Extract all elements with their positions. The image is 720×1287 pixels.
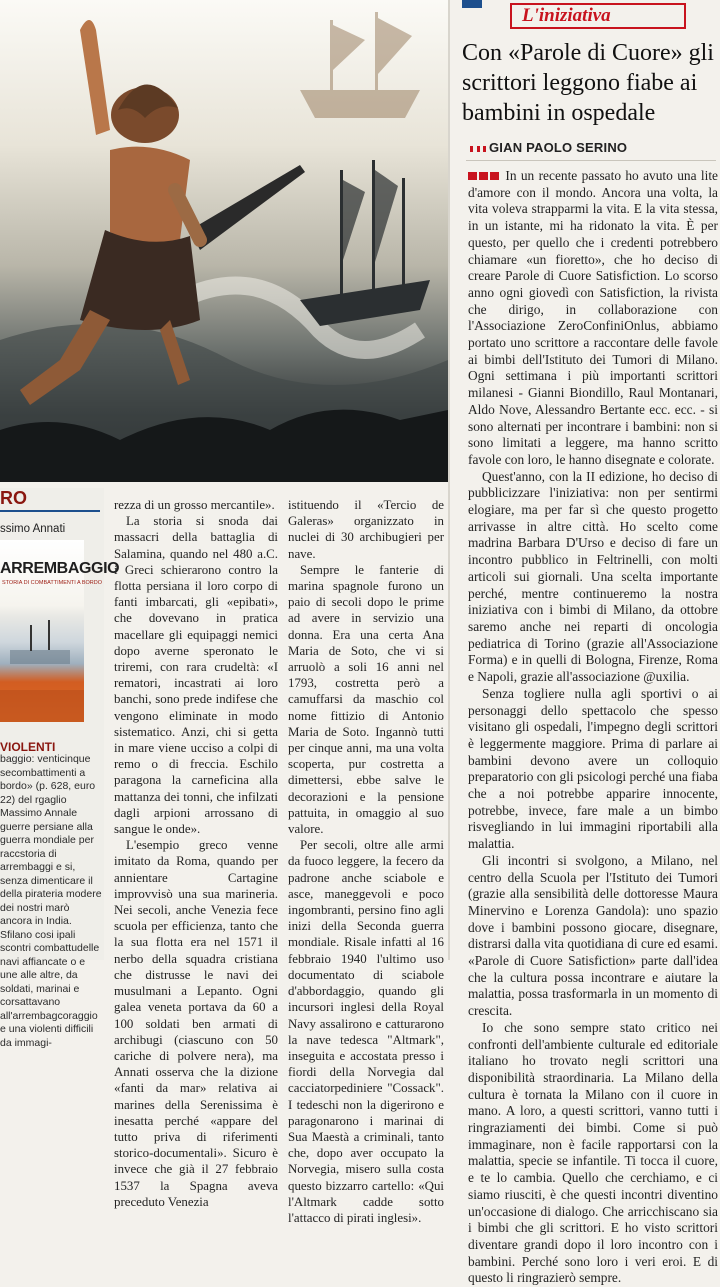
paragraph: La storia si snoda dai massacri della battaglia di Salamina, quando nel 480 a.C. i Greci schierarono contro la flotta persiana il loro corpo di fanti imbarcati, gli «epibati», che dovevano in pratica macellare gli equipaggi nemici dopo averne speronato le triremi, con rara crudeltà: «I rematori, incastrati ai loro banchi, sono prede indifese che vengono eliminate in modo sistematico. Anzi, chi si getta in mare viene ucciso a colpi di remo o di freccia. Eschilo paragona la carneficina alla mattanza dei tonni, che infilzati dagli arpioni arrossano di sangue le onde». (114, 514, 278, 837)
paragraph: Senza togliere nulla agli sportivi o ai personaggi dello spettacolo che spesso visitano gli ospedali, l'impegno degli scrittori è leggermente maggiore. Prima di parlare ai bambini devono avere un colloquio preparatorio con gli psicologi perché una fiaba che a noi potrebbe apparire innocente, potrebbe, invece, fare male a un bimbo risvegliando in lui immagini riportabili alla malattia. (468, 685, 718, 852)
paragraph: Per secoli, oltre alle armi da fuoco leggere, la fecero da padrone anche sciabole e asce, maneggevoli e poco ingombranti, persino fino agli inizi della Seconda guerra mondiale. Risale infatti al 16 febbraio 1940 l'ultimo uso documentato di sciabole d'abbordaggio, quando gli incursori inglesi della Royal Navy assalirono e catturarono la nave tedesca "Altmark", inseguita e accostata presso i fiordi della Norvegia dal cacciatorpediniere "Cossack". I tedeschi non la digerirono e paragonarono i marinai di Sua Maestà a criminali, tanto che, dopo aver occupato la Norvegia, misero sulla costa questo bizzarro cartello: «Qui l'Altmark cadde sotto l'attacco di pirati inglesi». (288, 838, 444, 1225)
paragraph-text: In un recente passato ho avuto una lite d'amore con il mondo. Ancora una volta, la vita voleva strapparmi la vita. E la vita stessa, in un istante, mi ha ridonato la vita. È per questo, per quello che i credenti potrebbero chiamare «un fioretto», che ho deciso di creare Parole di Cuore Satisfiction. Lo scorso anno ogni giovedì con Satisfiction, la rivista che dirigo, in collaborazione con l'Associazione ZeroConfiniOnlus, abbiamo portato uno scrittore a raccontare delle favole ai bimbi dell'Istituto dei Tumori di Milano. Ogni settimana i più importanti scrittori milanesi - Gianni Biondillo, Raul Montanari, Aldo Nove, Alessandro Bertante ecc. ecc. - si sono alternati per incontrare i bambini: non si sono limitati a leggere, ma hanno scritto favole con loro, le hanno disegnate e colorate. (468, 168, 718, 467)
warrior-ship-painting (0, 0, 448, 482)
book-description: baggio: venticinque secombattimenti a bordo» (p. 628, euro 22) del rgaglio Massimo Annale guerre persiane alla guerra mondiale per raccstoria di arrembaggi e si, senza dimenticare il della pirateria modere dei nostri marò ancora in India. Sfilano cosi ipali scontri combattudelle navi affiancate o e une alle altre, da soldati, marinai e corsattavano all'arrembagcoraggio e una violenti difficili da immagi- (0, 753, 102, 1049)
book-subtitle: STORIA DI COMBATTIMENTI A BORDO (2, 580, 103, 586)
square-icon (479, 172, 488, 180)
book-cover-art (0, 540, 84, 722)
book-author: ssimo Annati (0, 523, 66, 535)
section-badge (462, 0, 482, 8)
right-article (456, 0, 720, 1286)
section-tag: RO (0, 488, 27, 508)
square-icon (468, 172, 477, 180)
paragraph: Io che sono sempre stato critico nei confronti dell'ambiente culturale ed editoriale italiano ho trovato negli scrittori una disponibilità straordinaria. La Milano della cultura è tornata la Milano con il cuore in mano. A loro, a questi scrittori, vanno tutti i ringraziamenti dei bimbi. Come si può immaginare, non è facile rapportarsi con la malattia, specie se infantile. Ti tocca il cuore, e te lo cambia. Quello che cerchiamo, e ci siamo riusciti, è che questi incontri diventino un'occasione di dialogo. Che arricchiscano sia i bimbi che gli scrittori. E ho visto scrittori diventare grandi dopo il loro incontro con i bambini. Perché sono loro i veri eroi. E di questo li ringrazierò sempre. (468, 1019, 718, 1286)
column-divider (448, 0, 450, 960)
paragraph: L'esempio greco venne imitato da Roma, quando per annientare Cartagine improvvisò una sua marineria. Nei secoli, anche Venezia fece scuola per efficienza, tanto che la sua flotta era nel 1571 il nerbo della squadra cristiana che distrusse le navi dei musulmani a Lepanto. Ogni galea veneta portava da 60 a 100 soldati ben armati di archibugi (ciascuno con 50 cariche di polvere nera), ma Annati osserva che la dizione «fanti da mar» relativa ai marines della Serenissima è inesatta perché «appare del tutto priva di riferimenti storico-documentali». Sicuro è invece che già il 27 febbraio 1537 la Spagna aveva preceduto Venezia (114, 838, 278, 1209)
headline: Con «Parole di Cuore» gli scrittori leggono fiabe ai bambini in ospedale (462, 40, 714, 126)
article-column-2 (288, 497, 444, 1226)
byline-dots-icon (470, 146, 486, 152)
book-heading: VIOLENTI (0, 740, 56, 754)
paragraph: Sempre le fanterie di marina spagnole furono un paio di secoli dopo le prime ad avere in servizio una donna. Era una certa Ana Maria de Soto, che vi si arruolò a soli 16 anni nel 1793, costretta però a camuffarsi da maschio col nome fittizio di Antonio Maria de Soto. Ingannò tutti per cinque anni, ma una volta scoperta, pur costretta a dimettersi, ebbe salve le decorazioni e la pensione pattuita, in omaggio al suo valore. (288, 562, 444, 837)
article-column-1 (114, 497, 278, 1210)
book-cover-image (0, 540, 120, 722)
paragraph: istituendo il «Tercio de Galeras» organizzato in nuclei di 30 archibugieri per nave. (288, 498, 444, 561)
kicker: L'iniziativa (522, 5, 611, 26)
byline-rule (466, 160, 716, 161)
painting-drawing (0, 0, 448, 482)
book-title: ARREMBAGGIO (0, 560, 120, 577)
paragraph: Gli incontri si svolgono, a Milano, nel centro della Scuola per l'Istituto dei Tumori (grazie alla sensibilità delle dottoresse Maura Minervino e Lorenza Gandola): uno spazio dove i bambini possono giocare, disegnare, distrarsi dalla vita quotidiana di cure ed esami. «Parole di Cuore Satisfiction» parte dall'idea che la cultura possa incontrare e aiutare la malattia, possa trasformarla in un momento di crescita. (468, 852, 718, 1019)
section-rule (0, 510, 100, 512)
article-body (468, 168, 718, 1287)
square-icon (490, 172, 499, 180)
paragraph: Quest'anno, con la II edizione, ho deciso di pubblicizzare l'iniziativa: non per sentirmi elogiare, ma per far sì che questo progetto arrivasse in altre città. Ho scelto come madrina Barbara D'Urso e deciso di fare un incontro pubblico in Feltrinelli, con molti articoli sui giornali. Una scelta importante perché, mentre continueremo la nostra iniziativa con i bimbi di Milano, da ottobre saremo anche nei reparti di oncologia pediatrica di Torino (grazie all'Associazione Forma) e in quelli di Bologna, Firenze, Roma e Napoli, grazie all'associazione @uxilia. (468, 468, 718, 685)
paragraph (468, 168, 718, 469)
byline: GIAN PAOLO SERINO (489, 140, 628, 155)
paragraph: rezza di un grosso mercantile». (114, 498, 275, 512)
